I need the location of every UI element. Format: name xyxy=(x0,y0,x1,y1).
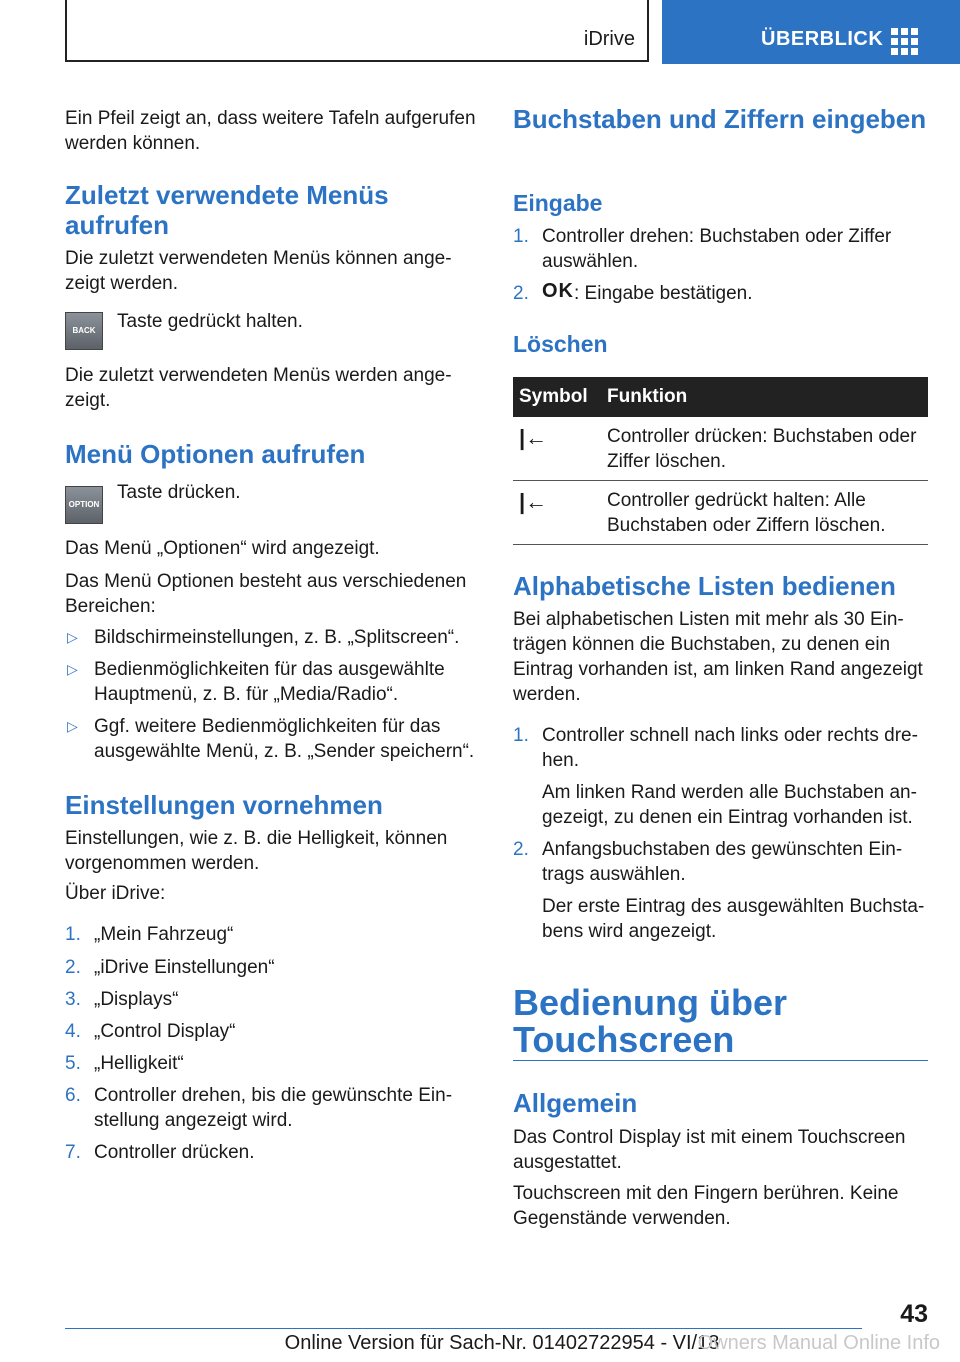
page-number: 43 xyxy=(900,1300,928,1328)
recent-menus-text: Die zuletzt verwendeten Menüs können ange- zeigt werden. xyxy=(65,248,452,294)
settings-heading: Einstellungen vornehmen xyxy=(65,790,383,820)
list-item: Ggf. weitere Bedienmöglichkeiten für das ausgewählte Menü, z. B. „Sender speichern“. xyxy=(94,716,475,762)
option-key-text: Taste drücken. xyxy=(117,482,241,503)
input-heading: Eingabe xyxy=(513,190,603,216)
list-item: Controller drehen: Buchstaben oder Ziffer auswählen. xyxy=(542,226,892,272)
step-number: 5. xyxy=(65,1053,81,1074)
step-number: 1. xyxy=(65,924,81,945)
options-heading: Menü Optionen aufrufen xyxy=(65,439,366,469)
options-p2: Das Menü Optionen besteht aus verschiedenen Bereichen: xyxy=(65,571,467,617)
header-chapter-tab[interactable] xyxy=(662,0,960,64)
list-item-note: Der erste Eintrag des ausgewählten Buchsta- bens wird angezeigt. xyxy=(542,896,925,942)
list-item: Controller drücken. xyxy=(94,1142,255,1163)
list-item: Controller schnell nach links oder rechts dre- hen. xyxy=(542,725,918,771)
general-heading: Allgemein xyxy=(513,1088,638,1118)
step-number: 2. xyxy=(513,283,529,304)
step-number: 7. xyxy=(65,1142,81,1163)
touchscreen-heading: Bedienung über Touchscreen xyxy=(513,982,788,1060)
watermark: Owners Manual Online Info xyxy=(697,1332,940,1354)
list-item: „iDrive Einstellungen“ xyxy=(94,957,275,978)
list-item: „Mein Fahrzeug“ xyxy=(94,924,234,945)
list-item: „Helligkeit“ xyxy=(94,1053,184,1074)
list-item: Bedienmöglichkeiten für das ausgewählte Hauptmenü, z. B. für „Media/Radio“. xyxy=(94,659,445,705)
step-number: 1. xyxy=(513,226,529,247)
list-item: Bildschirmeinstellungen, z. B. „Splitscreen“. xyxy=(94,627,460,648)
table-header-function: Funktion xyxy=(607,386,688,407)
table-row xyxy=(513,417,928,481)
header-section-box xyxy=(65,0,649,62)
delete-heading: Löschen xyxy=(513,331,608,357)
bullet-triangle-icon: ▷ xyxy=(67,718,78,734)
grid-icon xyxy=(891,28,918,55)
option-key-icon: OPTION xyxy=(65,486,103,524)
step-number: 4. xyxy=(65,1021,81,1042)
back-key-text: Taste gedrückt halten. xyxy=(117,311,303,332)
delete-arrow-icon: |← xyxy=(519,425,548,450)
intro-text: Ein Pfeil zeigt an, dass weitere Tafeln aufgerufen werden können. xyxy=(65,108,476,154)
table-header-symbol: Symbol xyxy=(519,386,588,407)
settings-via: Über iDrive: xyxy=(65,883,166,904)
general-p2: Touchscreen mit den Fingern berühren. Keine Gegenstände verwenden. xyxy=(513,1183,899,1229)
recent-menus-result: Die zuletzt verwendeten Menüs werden ange- zeigt. xyxy=(65,365,452,411)
settings-text: Einstellungen, wie z. B. die Helligkeit, können vorgenommen werden. xyxy=(65,828,448,874)
step-number: 6. xyxy=(65,1085,81,1106)
table-cell: Controller drücken: Buchstaben oder Ziffer löschen. xyxy=(607,426,917,472)
alpha-heading: Alphabetische Listen bedienen xyxy=(513,571,896,601)
step-number: 2. xyxy=(513,839,529,860)
letters-heading: Buchstaben und Ziffern eingeben xyxy=(513,104,927,134)
table-row xyxy=(513,481,928,545)
heading-rule xyxy=(513,1060,928,1061)
recent-menus-heading: Zuletzt verwendete Menüs aufrufen xyxy=(65,180,389,240)
bullet-triangle-icon: ▷ xyxy=(67,661,78,677)
back-key-icon: BACK xyxy=(65,312,103,350)
general-p1: Das Control Display ist mit einem Touchscreen ausgestattet. xyxy=(513,1127,906,1173)
list-item: „Displays“ xyxy=(94,989,179,1010)
delete-arrow-icon: |← xyxy=(519,489,548,514)
list-item: : Eingabe bestätigen. xyxy=(574,283,753,304)
table-header xyxy=(513,377,928,417)
list-item-note: Am linken Rand werden alle Buchstaben an- gezeigt, zu denen ein Eintrag vorhanden ist. xyxy=(542,782,917,828)
footer-text: Online Version für Sach-Nr. 01402722954 - VI/18 xyxy=(284,1332,720,1354)
list-item: Controller drehen, bis die gewünschte Ein- stellung angezeigt wird. xyxy=(94,1085,453,1131)
step-number: 3. xyxy=(65,989,81,1010)
alpha-text: Bei alphabetischen Listen mit mehr als 30 Ein- trägen können die Buchstaben, zu denen ein Eintrag vorhanden ist, am linken Rand angezeigt werden. xyxy=(513,609,923,705)
footer-rule xyxy=(65,1328,862,1329)
bullet-triangle-icon: ▷ xyxy=(67,629,78,645)
header-chapter-label: ÜBERBLICK xyxy=(761,28,884,50)
list-item: Anfangsbuchstaben des gewünschten Ein- trags auswählen. xyxy=(542,839,903,885)
step-number: 2. xyxy=(65,957,81,978)
list-item: „Control Display“ xyxy=(94,1021,236,1042)
table-cell: Controller gedrückt halten: Alle Buchstaben oder Ziffern löschen. xyxy=(607,490,886,536)
step-number: 1. xyxy=(513,725,529,746)
header-section-label: iDrive xyxy=(583,28,635,50)
ok-icon: OK xyxy=(542,280,574,302)
options-p1: Das Menü „Optionen“ wird angezeigt. xyxy=(65,538,380,559)
